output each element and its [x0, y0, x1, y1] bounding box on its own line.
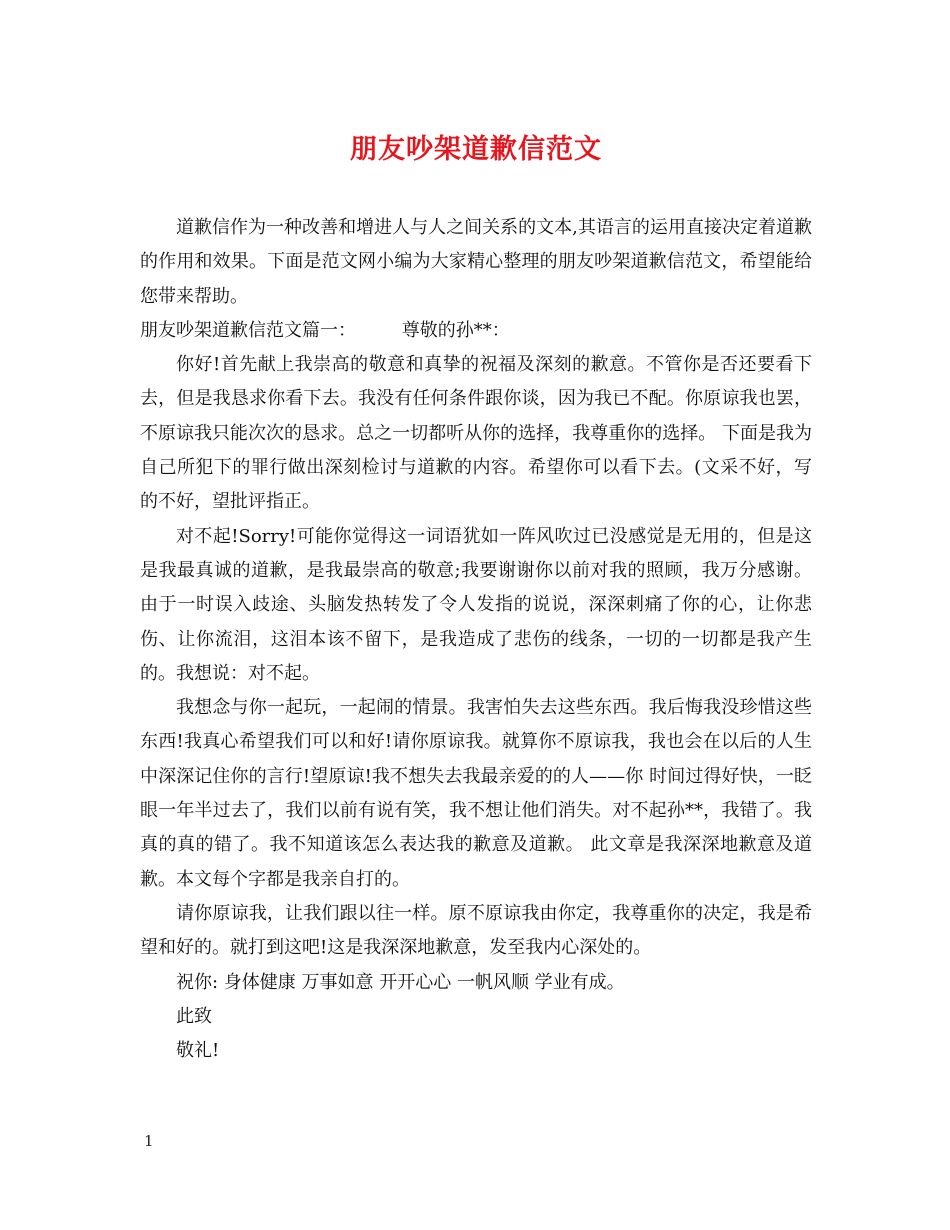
closing-salutation: 此致: [176, 1005, 212, 1027]
body-paragraph-1: 你好!首先献上我崇高的敬意和真挚的祝福及深刻的歉意。不管你是否还要看下去，但是我恳求你看下去。我没有任何条件跟你谈，因为我已不配。你原谅我也罢，不原谅我只能次次的恳求。总之一切都听从你的选择，我尊重你的选择。 下面是我为自己所犯下的罪行做出深刻检讨与道歉的内容。希望你可以看下去。(文采不好，写的不好，望批评指正。: [140, 354, 812, 513]
wishes-line: 祝你: 身体健康 万事如意 开开心心 一帆风顺 学业有成。: [176, 971, 625, 993]
page-number: 1: [144, 1132, 154, 1150]
intro-paragraph: 道歉信作为一种改善和增进人与人之间关系的文本,其语言的运用直接决定着道歉的作用和效果。下面是范文网小编为大家精心整理的朋友吵架道歉信范文，希望能给您带来帮助。: [140, 217, 812, 307]
document-title: 朋友吵架道歉信范文: [350, 134, 602, 165]
body-paragraph-4: 请你原谅我，让我们跟以往一样。原不原谅我由你定，我尊重你的决定，我是希望和好的。就打到这吧!这是我深深地歉意，发至我内心深处的。: [140, 902, 812, 959]
body-paragraph-2: 对不起!Sorry!可能你觉得这一词语犹如一阵风吹过已没感觉是无用的，但是这是我最真诚的道歉，是我最崇高的敬意;我要谢谢你以前对我的照顾，我万分感谢。由于一时误入歧途、头脑发热转发了令人发指的说说，深深刺痛了你的心，让你悲伤、让你流泪，这泪本该不留下，是我造成了悲伤的线条，一切的一切都是我产生的。我想说：对不起。: [140, 525, 812, 684]
body-paragraph-3: 我想念与你一起玩，一起闹的情景。我害怕失去这些东西。我后悔我没珍惜这些东西!我真心希望我们可以和好!请你原谅我。就算你不原谅我，我也会在以后的人生中深深记住你的言行!望原谅!我不想失去我最亲爱的的人——你 时间过得好快，一眨眼一年半过去了，我们以前有说有笑，我不想让他们消失。对不起孙**，我错了。我真的真的错了。我不知道该怎么表达我的歉意及道歉。 此文章是我深深地歉意及道歉。本文每个字都是我亲自打的。: [140, 697, 812, 890]
document-page: [140, 120, 812, 1068]
section-heading: 朋友吵架道歉信范文篇一： 尊敬的孙**：: [140, 319, 510, 341]
closing-regards: 敬礼!: [176, 1040, 220, 1062]
